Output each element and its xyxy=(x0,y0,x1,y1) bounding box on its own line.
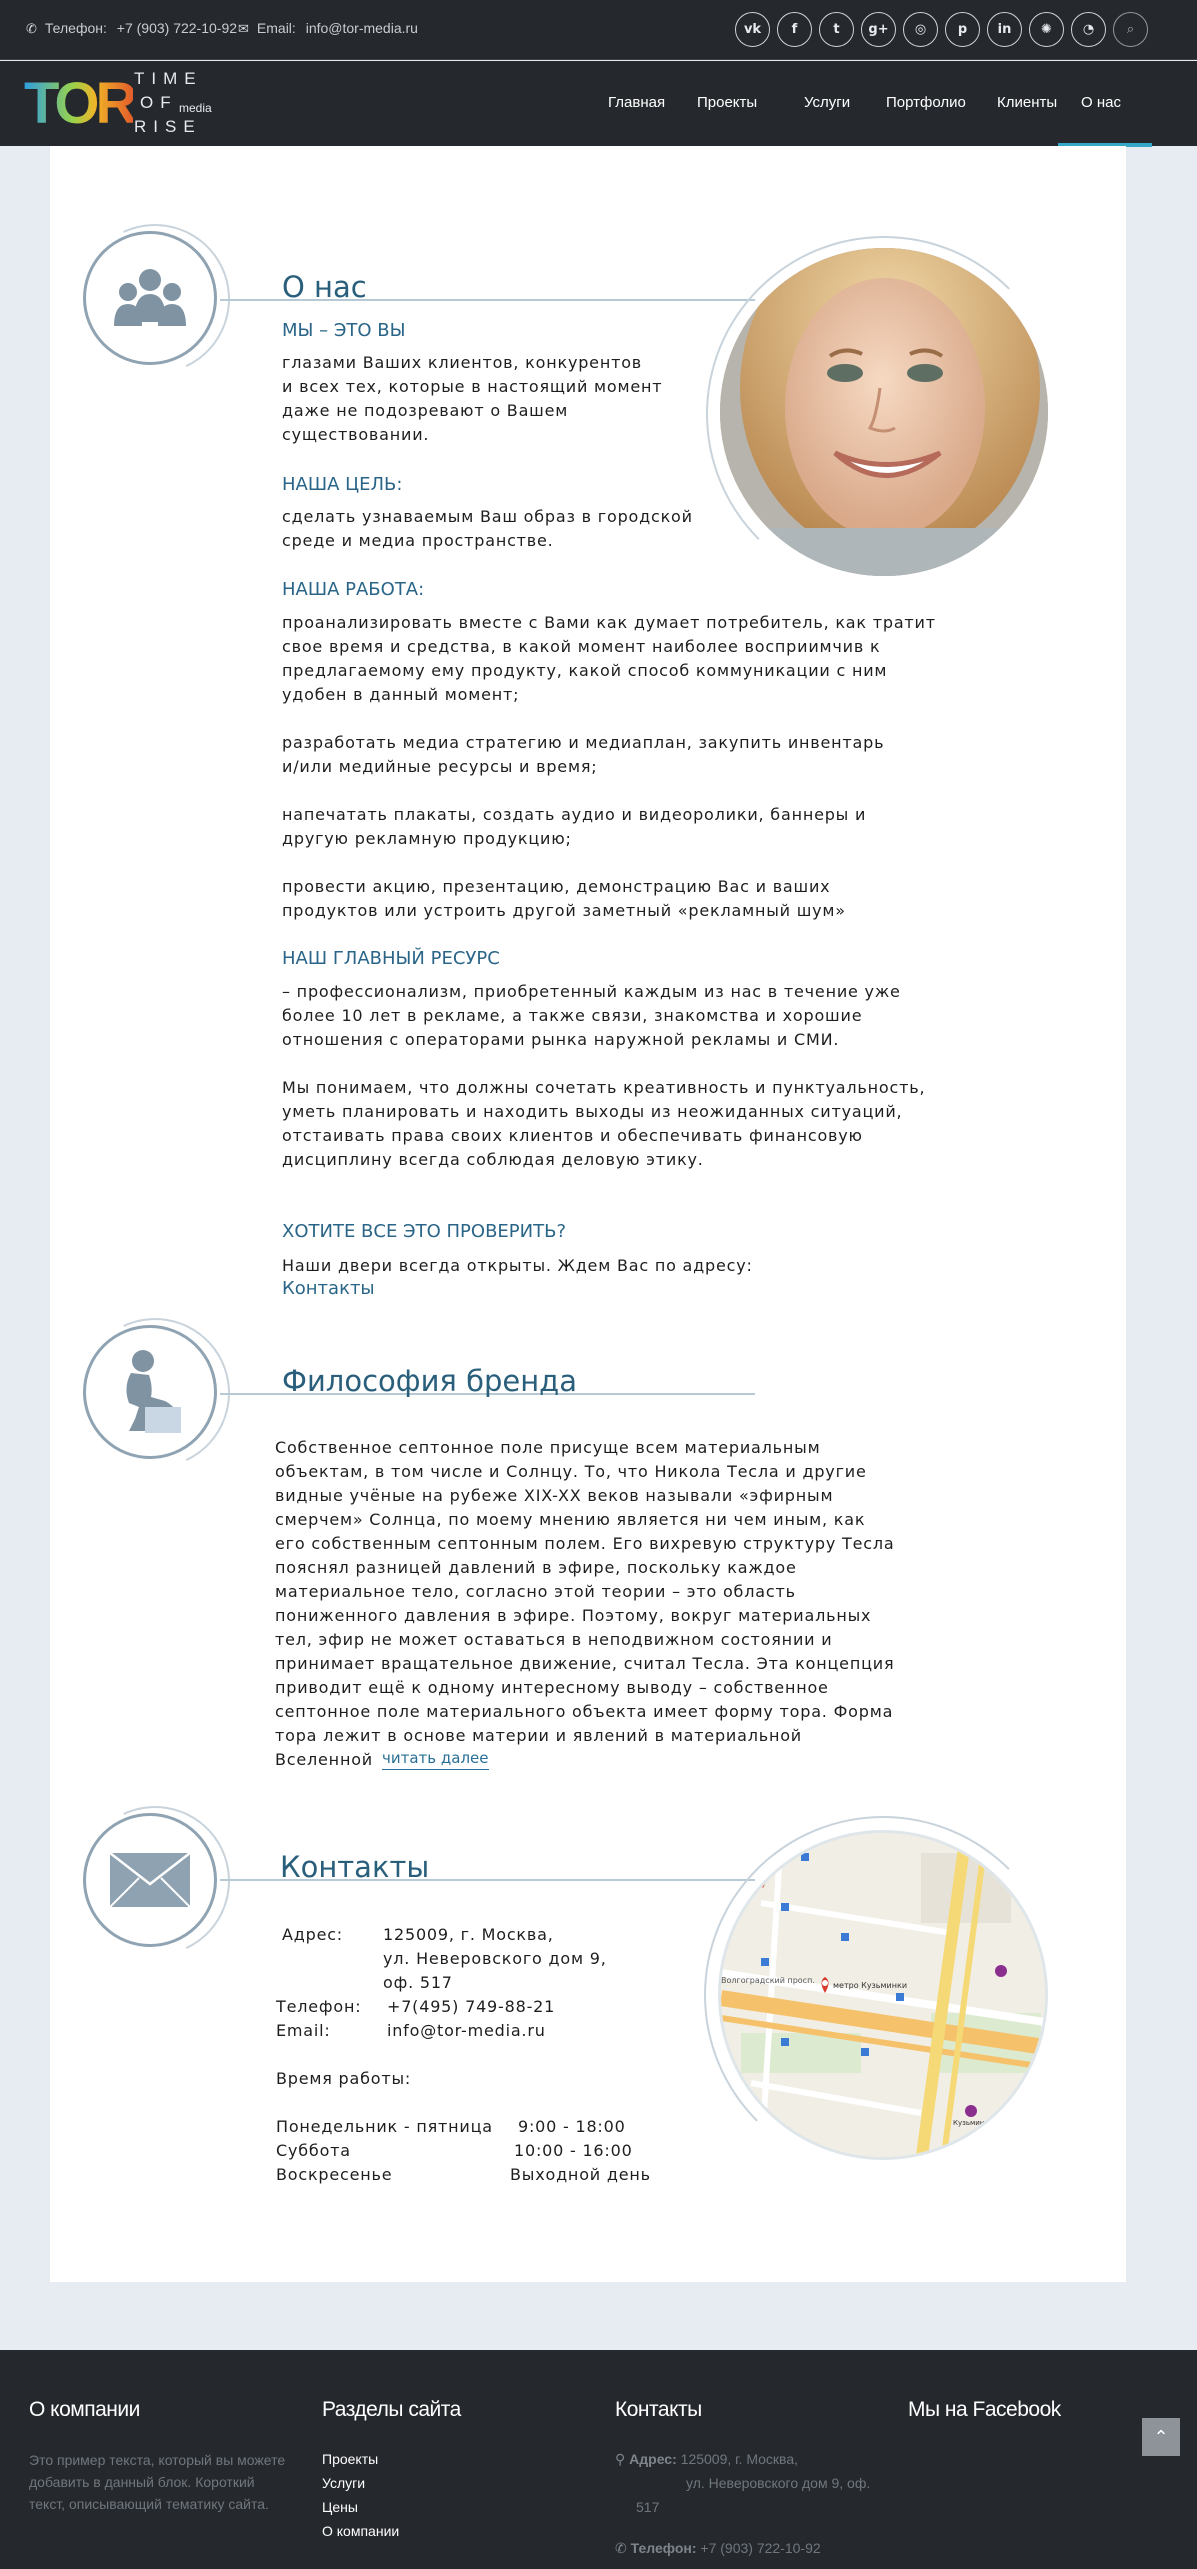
topbar-phone: ✆ Телефон: +7 (903) 722-10-92 xyxy=(26,20,238,36)
footer-contacts-title: Контакты xyxy=(615,2398,702,2421)
main-navbar xyxy=(0,61,1197,146)
logo-sub: media xyxy=(179,101,212,115)
site-footer xyxy=(0,2350,1197,2569)
nav-item-about[interactable]: О нас xyxy=(1081,94,1121,111)
hours-day-1: Понедельник - пятница xyxy=(276,2117,493,2136)
contacts-link[interactable]: Контакты xyxy=(282,1278,375,1299)
about-subhead-3: НАША РАБОТА: xyxy=(282,579,425,600)
linkedin-icon[interactable]: in xyxy=(987,12,1022,47)
philosophy-text: Собственное септонное поле присуще всем материальным объектам, в том числе и Солнцу. То, что Никола Тесла и другие видные учёные на рубеже XIX-XX веков называли «эфирным смерчем» Солнца, по моему мнению является ни чем иным, как его собственным септонным полем. Его вихревую структуру Тесла пояснял разницей давлений в эфире, поскольку каждое материальное тело, согласно этой теории – это область пониженного давления в эфире. Поэтому, вокруг материальных тел, эфир не может оставаться в неподвижном состоянии и принимает вращательное движение, считал Тесла. Эта концепция приводит ещё к одному интересному выводу – собственное септонное поле материального объекта имеет форму тора. Форма тора лежит в основе материи и явлений в материальной Вселенной xyxy=(275,1438,895,1769)
philosophy-title: Философия бренда xyxy=(282,1364,577,1398)
vk-icon[interactable]: vk xyxy=(735,12,770,47)
dribbble-icon[interactable]: ✺ xyxy=(1029,12,1064,47)
hours-day-2: Суббота xyxy=(276,2141,351,2160)
hours-label: Время работы: xyxy=(276,2069,412,2088)
search-icon[interactable]: ⌕ xyxy=(1113,12,1148,47)
about-subhead-1: МЫ – ЭТО ВЫ xyxy=(282,320,406,341)
philosophy-section-icon xyxy=(83,1325,217,1459)
address-line-2: ул. Неверовского дом 9, xyxy=(383,1949,607,1968)
instagram-icon[interactable]: ◎ xyxy=(903,12,938,47)
address-line-1: 125009, г. Москва, xyxy=(383,1925,554,1944)
map-label-station: Кузьминки xyxy=(953,2119,994,2127)
footer-address: ⚲ Адрес: 125009, г. Москва, xyxy=(615,2451,799,2467)
topbar-email: ✉ Email: info@tor-media.ru xyxy=(238,20,418,36)
top-bar xyxy=(0,0,1197,60)
woman-portrait-image xyxy=(720,248,1048,576)
nav-item-clients[interactable]: Клиенты xyxy=(997,94,1058,111)
map-marker-icon: ⚲ xyxy=(615,2451,626,2467)
hours-time-3: Выходной день xyxy=(510,2165,651,2184)
twitter-icon[interactable]: t xyxy=(819,12,854,47)
facebook-icon[interactable]: f xyxy=(777,12,812,47)
hours-time-2: 10:00 - 16:00 xyxy=(514,2141,633,2160)
email-value[interactable]: info@tor-media.ru xyxy=(387,2021,546,2040)
social-links xyxy=(735,12,1148,47)
about-section-icon xyxy=(83,231,217,365)
address-label: Адрес: xyxy=(282,1925,343,1944)
nav-item-portfolio[interactable]: Портфолио xyxy=(886,94,966,111)
about-title: О нас xyxy=(282,270,367,304)
about-subhead-4: НАШ ГЛАВНЫЙ РЕСУРС xyxy=(282,948,500,969)
envelope-icon: ✉ xyxy=(238,21,249,36)
logo-line-1: TIME xyxy=(134,69,203,88)
about-paragraph-4: – профессионализм, приобретенный каждым из нас в течение уже более 10 лет в рекламе, а также связи, знакомства и хорошие отношения с операторами рынка наружной рекламы и СМИ. Мы понимаем, что должны сочетать креативность и пунктуальность, уметь планировать и находить выходы из неожиданных ситуаций, отстаивать права своих клиентов и обеспечивать финансовую дисциплину всегда соблюдая деловую этику. xyxy=(282,982,926,1169)
main-menu xyxy=(0,94,1197,114)
footer-sections-title: Разделы сайта xyxy=(322,2398,461,2421)
about-subhead-2: НАША ЦЕЛЬ: xyxy=(282,474,403,495)
phone-value[interactable]: +7(495) 749-88-21 xyxy=(387,1997,556,2016)
phone-icon: ✆ xyxy=(615,2540,627,2556)
logo-line-2: OF xyxy=(140,93,178,112)
read-more-link[interactable]: читать далее xyxy=(382,1749,489,1770)
logo-mark: TOR xyxy=(24,71,134,136)
about-paragraph-3: проанализировать вместе с Вами как думает потребитель, как тратит свое время и средства, в какой момент наиболее восприимчив к предлагаемому ему продукту, какой способ коммуникации с ним удобен в данный момент; разработать медиа стратегию и медиаплан, закупить инвентарь и/или медийные ресурсы и время; напечатать плакаты, создать аудио и видеоролики, баннеры и другую рекламную продукцию; провести акцию, презентацию, демонстрацию Вас и ваших продуктов или устроить другой заметный «рекламный шум» xyxy=(282,613,936,920)
google-plus-icon[interactable]: g+ xyxy=(861,12,896,47)
topbar-email-value[interactable]: info@tor-media.ru xyxy=(305,20,418,36)
footer-facebook-title: Мы на Facebook xyxy=(908,2398,1061,2421)
footer-link-about[interactable]: О компании xyxy=(322,2523,400,2539)
map-image xyxy=(721,1833,1048,2160)
email-label: Email: xyxy=(276,2021,331,2040)
logo-line-3: RISE xyxy=(134,117,202,136)
nav-item-services[interactable]: Услуги xyxy=(804,94,851,111)
footer-about-title: О компании xyxy=(29,2398,140,2421)
contacts-title: Контакты xyxy=(280,1850,430,1884)
contacts-section-icon xyxy=(83,1813,217,1947)
portrait-photo xyxy=(720,248,1048,576)
hours-time-1: 9:00 - 18:00 xyxy=(518,2117,626,2136)
map-label-metro: метро Кузьминки xyxy=(833,1981,908,1990)
about-paragraph-2: сделать узнаваемым Ваш образ в городской среде и медиа пространстве. xyxy=(282,507,693,550)
address-line-3: оф. 517 xyxy=(383,1973,453,1992)
footer-link-prices[interactable]: Цены xyxy=(322,2499,358,2515)
nav-item-home[interactable]: Главная xyxy=(608,94,666,111)
location-map[interactable] xyxy=(718,1830,1048,2160)
footer-link-services[interactable]: Услуги xyxy=(322,2475,366,2491)
hours-day-3: Воскресенье xyxy=(276,2165,393,2184)
footer-address-line-3: 517 xyxy=(636,2499,660,2515)
pinterest-icon[interactable]: p xyxy=(945,12,980,47)
phone-label: Телефон: xyxy=(276,1997,362,2016)
rss-icon[interactable]: ◔ xyxy=(1071,12,1106,47)
footer-phone: ✆ Телефон: +7 (903) 722-10-92 xyxy=(615,2540,821,2556)
about-subhead-5: ХОТИТЕ ВСЕ ЭТО ПРОВЕРИТЬ? xyxy=(282,1221,567,1242)
footer-link-projects[interactable]: Проекты xyxy=(322,2451,379,2467)
footer-about-text: Это пример текста, который вы можете добавить в данный блок. Короткий текст, описывающий тематику сайта. xyxy=(29,2452,286,2512)
scroll-to-top-button[interactable]: ⌃ xyxy=(1142,2418,1180,2456)
topbar-phone-value[interactable]: +7 (903) 722-10-92 xyxy=(116,20,238,36)
nav-item-projects[interactable]: Проекты xyxy=(697,94,758,111)
about-paragraph-1: глазами Ваших клиентов, конкурентов и всех тех, которые в настоящий момент даже не подозревают о Вашем существовании. xyxy=(282,353,663,444)
map-label-street: Волгоградский просп. xyxy=(721,1976,815,1985)
footer-address-line-2: ул. Неверовского дом 9, оф. xyxy=(686,2475,871,2491)
phone-icon: ✆ xyxy=(26,21,37,36)
about-paragraph-5: Наши двери всегда открыты. Ждем Вас по адресу: xyxy=(282,1256,753,1275)
